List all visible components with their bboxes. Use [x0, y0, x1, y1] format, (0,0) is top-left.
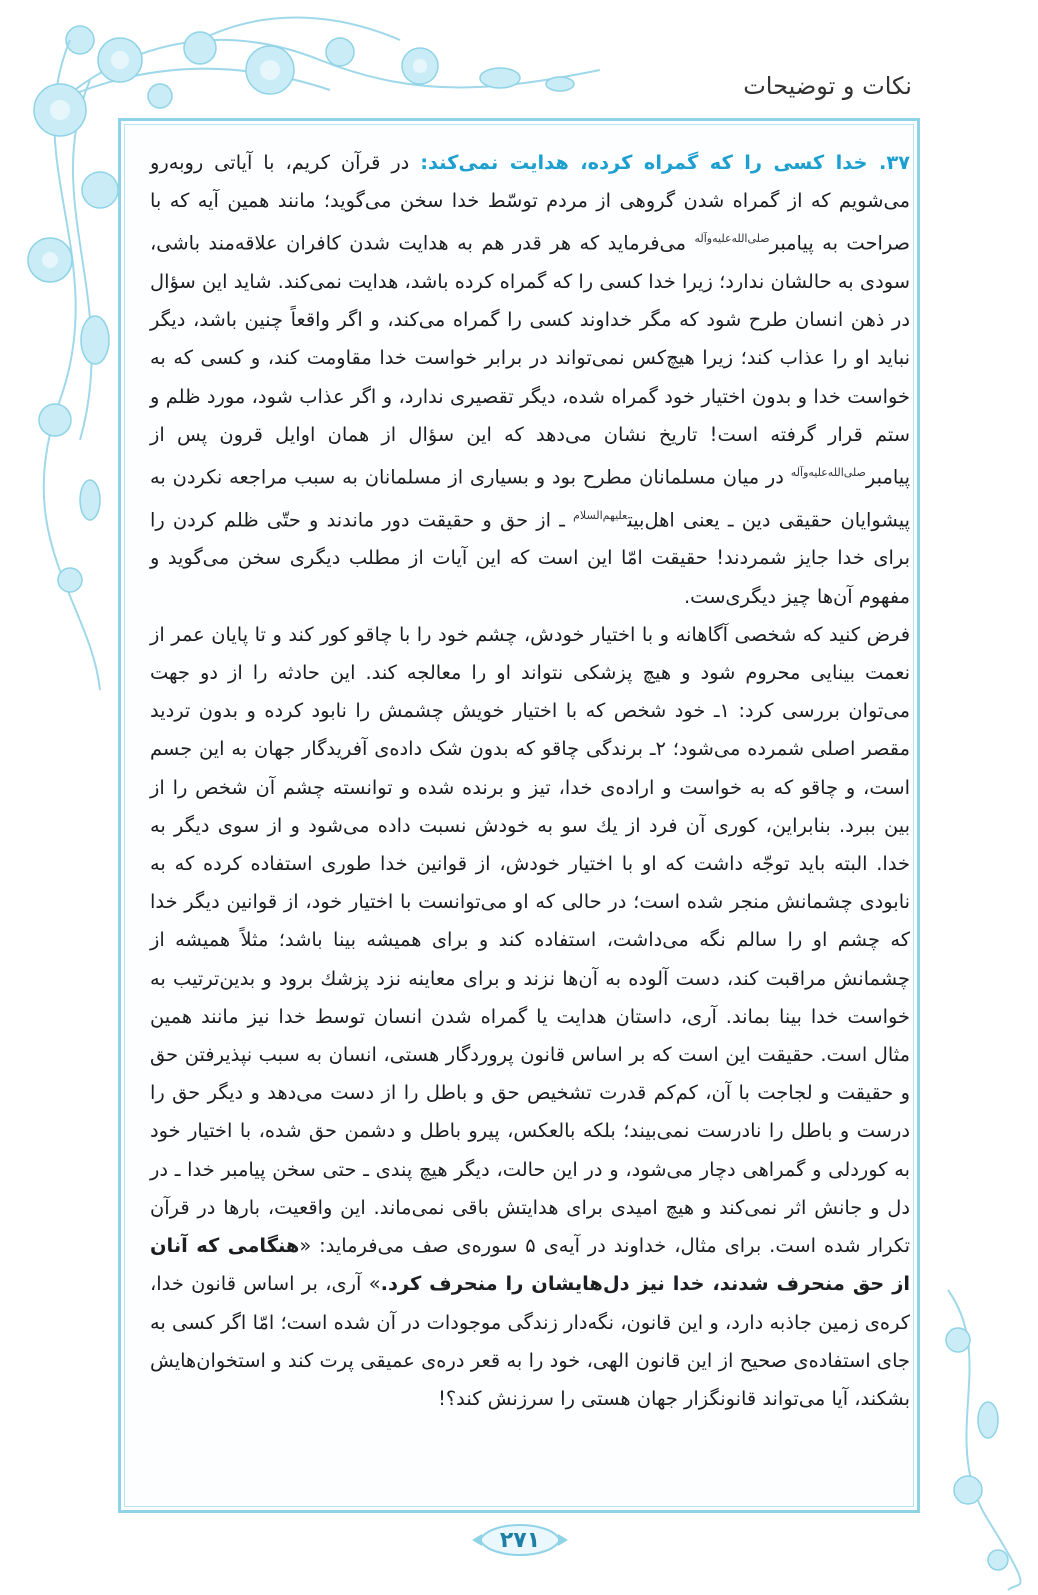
salawat-honorific: صلی‌الله‌علیه‌وآله: [694, 232, 770, 246]
paragraph-2-part-a: فرض کنید که شخصی آگاهانه و با اختیار خودش، چشم خود را با چاقو کور کند و تا پایان عمر از نعمت بینایی محروم شود و هیچ پزشکی نتواند او را معالجه کند. این حادثه را از دو جهت می‌توان بررسی کرد: ۱ـ خود شخص که با اختیار خویش چشمش را نابود کرده و بدون تردید مقصر اصلی شمرده می‌شود؛ ۲ـ برندگی چاقو که بدون شک داده‌ی آفریدگار جهان به این جسم است، و چاقو که به خواست و اراده‌ی خدا، تیز و برنده شده و توانسته چشم آن شخص را از بین ببرد. بنابراین، کوری آن فرد از یك سو به خودش نسبت داده می‌شود و از سوی دیگر به خدا. البته باید توجّه داشت که او با اختیار خودش، از قوانین خدا طوری استفاده کرده که به نابودی چشمانش منجر شده است؛ در حالی که او می‌توانست با اختیار خود، از قوانین دیگر خدا که چشم او را سالم نگه می‌داشت، استفاده کند و برای همیشه بینا باشد؛ مثلاً همیشه از چشمانش مراقبت کند، دست آلوده به آن‌ها نزند و برای معاینه نزد پزشك برود و بدین‌ترتیب به خواست خدا بینا بماند. آری، داستان هدایت یا گمراه شدن انسان توسط خدا نیز مانند همین مثال است. حقیقت این است که بر اساس قانون پروردگار هستی، انسان به سبب نپذیرفتن حق و حقیقت و لجاجت با آن، کم‌کم قدرت تشخیص حق و باطل را از دست می‌دهد و دیگر حق را درست و باطل را نادرست نمی‌بیند؛ بلکه بالعکس، پیرو باطل و دشمن حق شده، با اختیار خود به کوردلی و گمراهی دچار می‌شود، و در این حالت، دیگر هیچ پندی ـ حتی سخن پیامبر خدا ـ در دل و جانش اثر نمی‌کند و هیچ امیدی برای هدایتش باقی نمی‌ماند. این واقعیت، بارها در قرآن تکرار شده است. برای مثال، خداوند در آیه‌ی ۵ سوره‌ی صف می‌فرماید: «: [150, 622, 910, 1258]
note-heading: ۳۷. خدا کسی را که گمراه کرده، هدایت نمی‌کند:: [420, 151, 910, 174]
paragraph-1-part-b: می‌فرماید که هر قدر هم به هدایت شدن کافران علاقه‌مند باشی، سودی به حالشان ندارد؛ زیرا خدا کسی را که گمراه کرده باشد، هدایت نمی‌کند. شاید این سؤال در ذهن انسان طرح شود که مگر خداوند کسی را گمراه می‌کند، و اگر واقعاً چنین باشد، دیگر نباید او را عذاب کند؛ زیرا هیچ‌کس نمی‌تواند در برابر خواست خدا مقاومت کند، و کسی که به خواست خدا و بدون اختیار خود گمراه شده، دیگر تقصیری ندارد، و اگر عذاب شود، مورد ظلم و ستم قرار گرفته است! تاریخ نشان می‌دهد که این سؤال از همان اوایل قرون پس از پیامبر: [150, 231, 910, 489]
paragraph-2: [150, 616, 910, 1418]
quran-quote: هنگامی که آنان از حق منحرف شدند، خدا نیز دل‌هایشان را منحرف کرد.: [150, 1234, 910, 1296]
note-body: [150, 144, 910, 1418]
page-number: ۲۷۱: [499, 1527, 541, 1553]
paragraph-1-part-c: در میان مسلمانان مطرح بود و بسیاری از مسلمانان به سبب مراجعه نکردن به پیشوایان حقیقی دین ـ یعنی اهل‌بیت: [150, 465, 910, 532]
paragraph-2-part-b: » آری، بر اساس قانون خدا، کره‌ی زمین جاذبه دارد، و این قانون، نگه‌دار زندگی موجودات در آن شده است؛ امّا اگر کسی به جای استفاده‌ی صحیح از این قانون الهی، خود را به قعر دره‌ی عمیقی پرت کند و استخوان‌هایش بشکند، آیا می‌تواند قانونگزار جهان هستی را سرزنش کند؟!: [150, 1272, 910, 1410]
salawat-honorific-2: صلی‌الله‌علیه‌وآله: [790, 466, 866, 480]
section-title: نکات و توضیحات: [743, 72, 912, 100]
page-number-badge: [470, 1512, 570, 1568]
paragraph-1-part-d: ـ از حق و حقیقت دور ماندند و حتّی ظلم کردن را برای خدا جایز شمردند! حقیقت امّا این است که این آیات از مطلب دیگری سخن می‌گوید و مفهوم آن‌ها چیز دیگری‌ست.: [150, 508, 910, 608]
paragraph-1-part-a: در قرآن کریم، با آیاتی روبه‌رو می‌شویم که از گمراه شدن گروهی از مردم توسّط خدا سخن می‌گوید؛ مانند همین آیه که با صراحت به پیامبر: [150, 151, 910, 255]
alayhim-honorific: علیهم‌السلام: [573, 508, 628, 522]
paragraph-1: [150, 144, 910, 616]
floral-ornament-right: [918, 1280, 1038, 1595]
